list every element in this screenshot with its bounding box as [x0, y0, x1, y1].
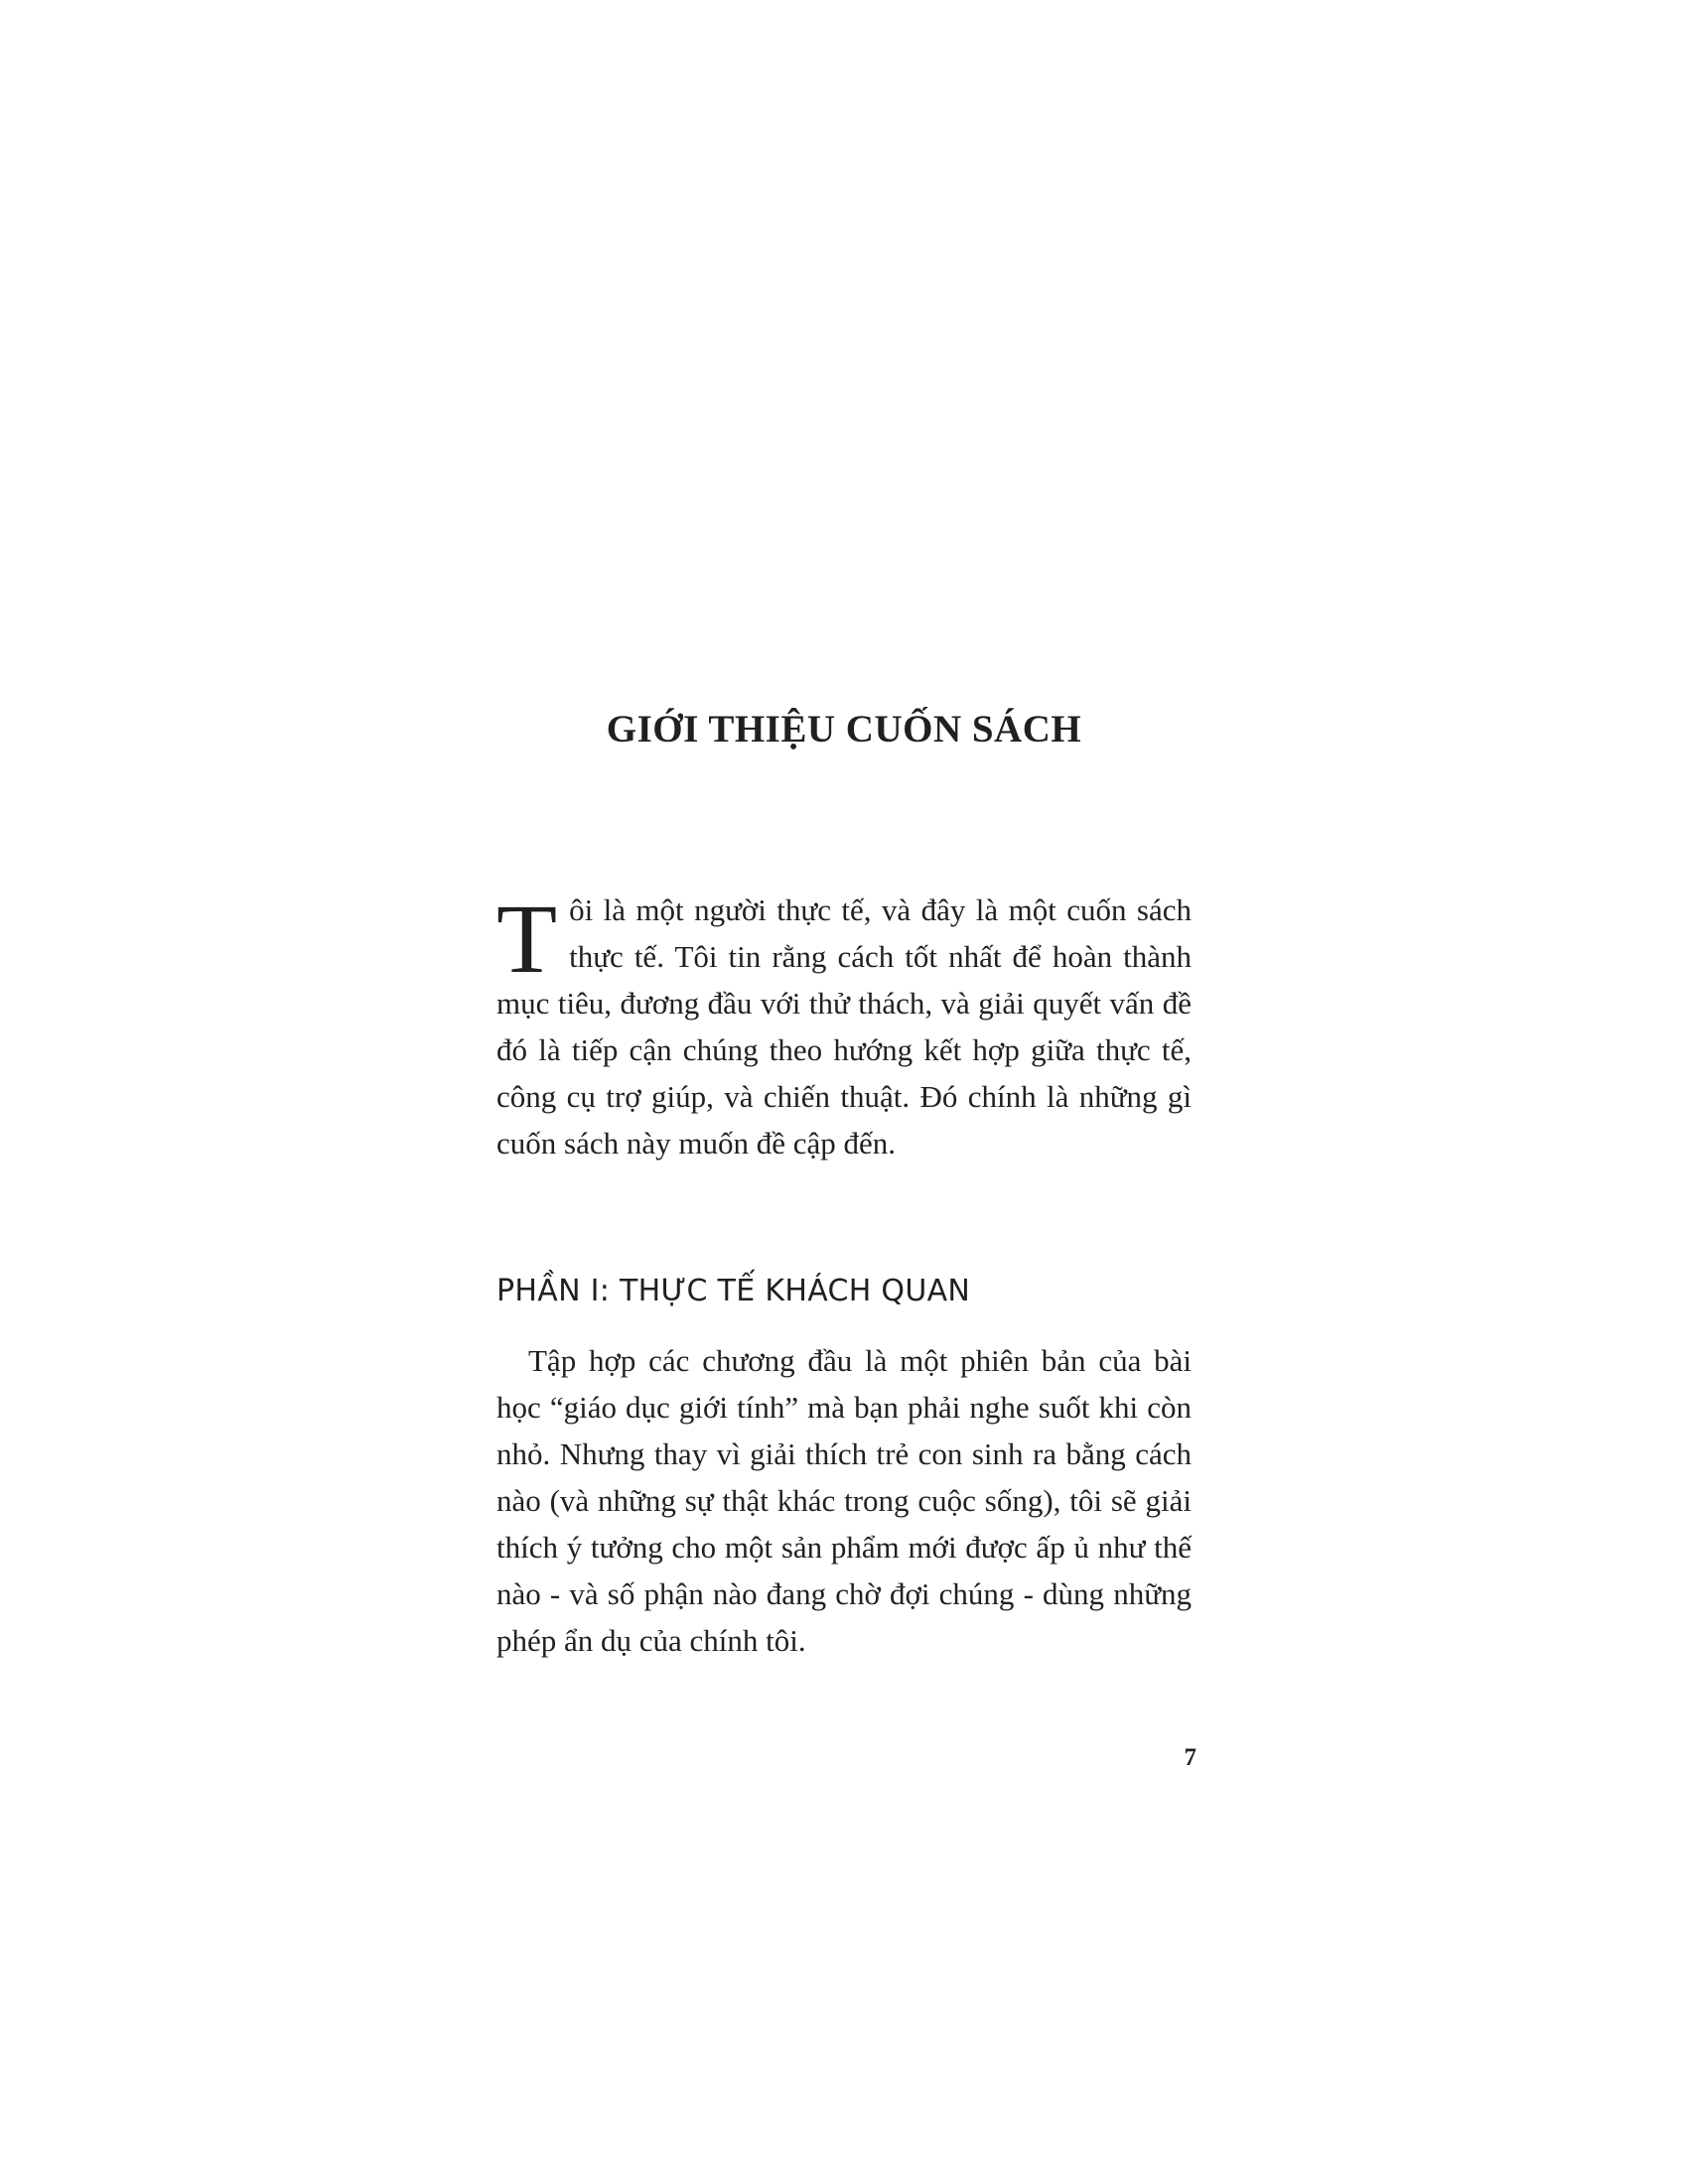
section-heading-part-1: PHẦN I: THỰC TẾ KHÁCH QUAN — [496, 1274, 971, 1308]
page-number: 7 — [1184, 1744, 1196, 1771]
intro-paragraph — [496, 884, 1192, 1166]
drop-cap-letter: T — [496, 884, 558, 994]
chapter-title: GIỚI THIỆU CUỐN SÁCH — [606, 708, 1082, 751]
intro-paragraph-text: ôi là một người thực tế, và đây là một cuốn sách thực tế. Tôi tin rằng cách tốt nhất để hoàn thành mục tiêu, đương đầu với thử thách, và giải quyết vấn đề đó là tiếp cận chúng theo hướng kết hợp giữa thực tế, công cụ trợ giúp, và chiến thuật. Đó chính là những gì cuốn sách này muốn đề cập đến. — [496, 892, 1192, 1160]
part-1-paragraph: Tập hợp các chương đầu là một phiên bản của bài học “giáo dục giới tính” mà bạn phải nghe suốt khi còn nhỏ. Nhưng thay vì giải thích trẻ con sinh ra bằng cách nào (và những sự thật khác trong cuộc sống), tôi sẽ giải thích ý tưởng cho một sản phẩm mới được ấp ủ như thế nào - và số phận nào đang chờ đợi chúng - dùng những phép ẩn dụ của chính tôi. — [496, 1343, 1192, 1658]
